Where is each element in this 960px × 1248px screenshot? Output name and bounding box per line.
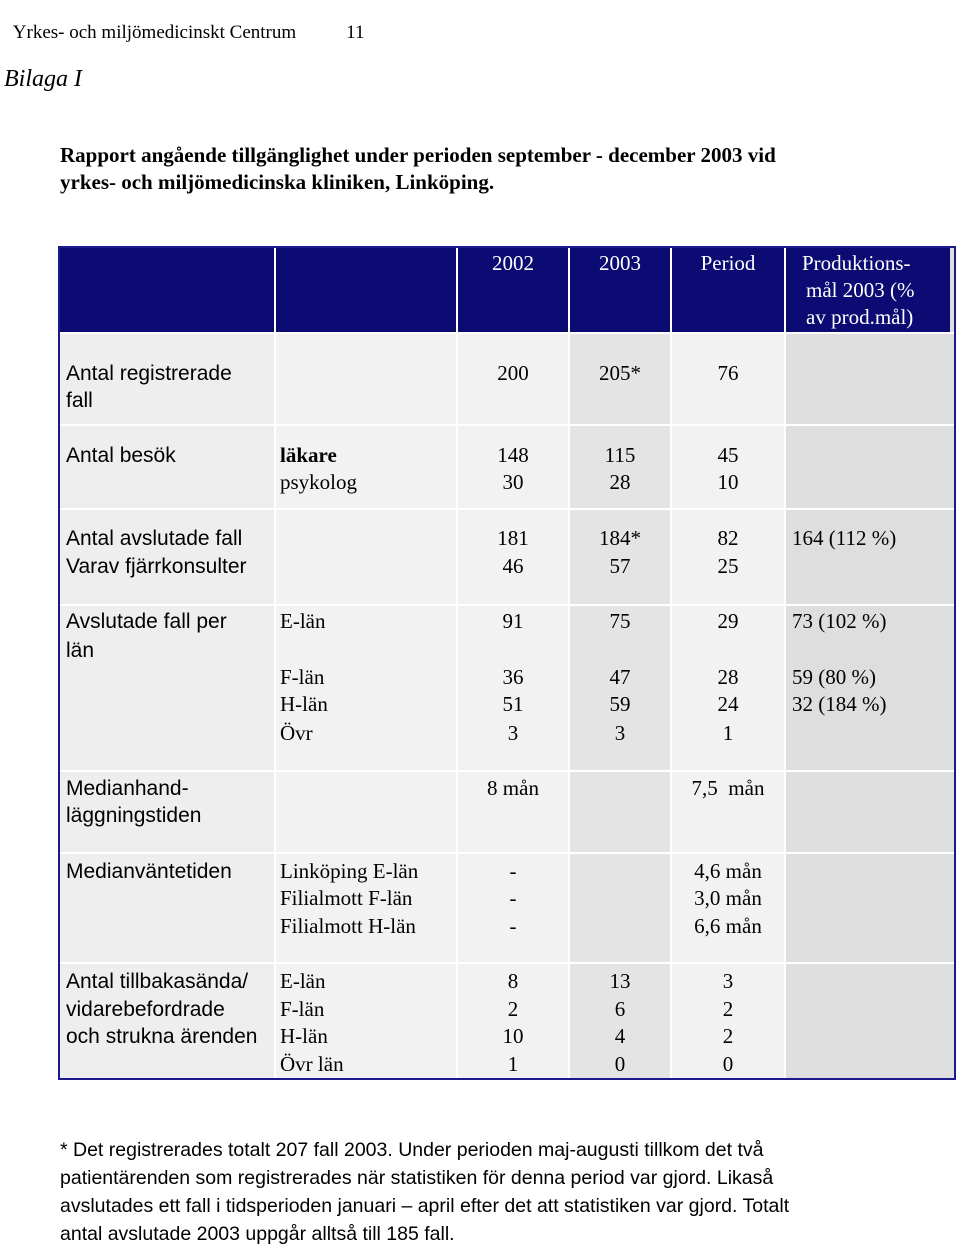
row-closed-label-1: Antal avslutade fall [66,527,243,550]
county-2002-other: 3 [507,721,519,745]
report-title-line1: Rapport angående tillgänglighet under perioden september - december 2003 vid [60,143,776,167]
page-number: 11 [346,22,365,43]
row-median-wait-label: Medianväntetiden [66,860,232,883]
median-handling-2002: 8 mån [487,776,539,800]
row-county-label-2: län [66,639,95,662]
wait-sub-filial-f: Filialmott F-län [280,886,413,910]
footnote-line1: * Det registrerades totalt 207 fall 2003. Under perioden maj-augusti tillkom det två [60,1139,764,1161]
grid-vline [274,248,276,1078]
county-sub-e: E-län [280,609,326,633]
footnote [60,1136,940,1248]
county-2002-f: 36 [502,665,524,689]
report-title-line2: yrkes- och miljömedicinska kliniken, Linköping. [60,170,495,194]
returned-2002-h: 10 [502,1024,524,1048]
visits-sub-doctor: läkare [280,443,337,467]
report-title [60,142,940,196]
wait-period-1: 4,6 mån [694,859,762,883]
registered-2003: 205* [599,361,641,385]
returned-2003-f: 6 [614,997,626,1021]
median-handling-period: 7,5 mån [691,776,765,800]
county-period-f: 28 [717,665,739,689]
wait-sub-filial-h: Filialmott H-län [280,914,416,938]
grid-hline [60,604,954,606]
county-2003-f: 47 [609,665,631,689]
visits-2002-1: 148 [497,443,529,467]
visits-2003-2: 28 [609,470,631,494]
county-sub-f: F-län [280,665,325,689]
county-goal-e: 73 (102 %) [792,609,887,633]
returned-sub-h: H-län [280,1024,328,1048]
returned-2002-e: 8 [507,969,519,993]
header-2003: 2003 [599,251,641,275]
county-2003-e: 75 [609,609,631,633]
footnote-line2: patientärenden som registrerades när statistiken för denna period var gjord. Likaså [60,1167,774,1189]
county-goal-h: 32 (184 %) [792,692,887,716]
county-2003-h: 59 [609,692,631,716]
county-goal-f: 59 (80 %) [792,665,876,689]
grid-vline [784,248,786,1078]
returned-2003-e: 13 [609,969,631,993]
wait-2002-1: - [509,859,517,883]
header-goal-line3: av prod.mål) [806,305,914,329]
row-returned-label-3: och strukna ärenden [66,1025,258,1048]
grid-hline [60,424,954,426]
grid-hline [60,332,954,334]
wait-period-2: 3,0 mån [694,886,762,910]
row-registered-label-2: fall [66,389,93,412]
grid-hline [60,962,954,964]
header-label-cell [60,248,274,332]
returned-sub-e: E-län [280,969,326,993]
header-2002: 2002 [492,251,534,275]
wait-2002-3: - [509,914,517,938]
row-closed-label-2: Varav fjärrkonsulter [66,555,247,578]
returned-2003-other: 0 [614,1052,626,1076]
wait-period-3: 6,6 mån [694,914,762,938]
returned-period-h: 2 [722,1024,734,1048]
header-period: Period [700,251,756,275]
closed-2003-1: 184* [599,526,641,550]
row-registered-label-1: Antal registrerade [66,362,232,385]
appendix-title: Bilaga I [4,66,82,92]
registered-2002: 200 [497,361,529,385]
row-county-label-1: Avslutade fall per [66,610,227,633]
closed-period-1: 82 [717,526,739,550]
closed-2003-2: 57 [609,554,631,578]
returned-2003-h: 4 [614,1024,626,1048]
returned-sub-other: Övr län [280,1052,344,1076]
county-period-other: 1 [722,721,734,745]
county-period-e: 29 [717,609,739,633]
county-2003-other: 3 [614,721,626,745]
wait-2002-2: - [509,886,517,910]
county-2002-e: 91 [502,609,524,633]
returned-sub-f: F-län [280,997,325,1021]
closed-2002-1: 181 [497,526,529,550]
visits-2003-1: 115 [604,443,636,467]
county-period-h: 24 [717,692,739,716]
footnote-line4: antal avslutade 2003 uppgår alltså till 185 fall. [60,1223,455,1245]
county-sub-other: Övr [280,721,313,745]
visits-sub-psychologist: psykolog [280,470,358,494]
visits-period-2: 10 [717,470,739,494]
row-median-handling-label-1: Medianhand- [66,777,189,800]
closed-period-2: 25 [717,554,739,578]
row-returned-label-2: vidarebefordrade [66,998,225,1021]
page-header-org: Yrkes- och miljömedicinskt Centrum [12,22,297,43]
header-sub-cell [276,248,456,332]
returned-period-other: 0 [722,1052,734,1076]
visits-period-1: 45 [717,443,739,467]
returned-period-e: 3 [722,969,734,993]
visits-2002-2: 30 [502,470,524,494]
header-goal-line2: mål 2003 (% [806,278,915,302]
county-2002-h: 51 [502,692,524,716]
closed-goal: 164 (112 %) [792,526,897,550]
grid-hline [60,770,954,772]
grid-hline [60,508,954,510]
county-sub-h: H-län [280,692,328,716]
closed-2002-2: 46 [502,554,524,578]
returned-2002-other: 1 [507,1052,519,1076]
registered-period: 76 [717,361,739,385]
availability-table [58,246,956,1080]
grid-hline [60,852,954,854]
row-median-handling-label-2: läggningstiden [66,804,202,827]
returned-period-f: 2 [722,997,734,1021]
returned-2002-f: 2 [507,997,519,1021]
footnote-line3: avslutades ett fall i tidsperioden januari – april efter det att statistiken var gjord. Totalt [60,1195,790,1217]
header-goal-line1: Produktions- [802,251,911,275]
wait-sub-linkoping: Linköping E-län [280,859,419,883]
row-returned-label-1: Antal tillbakasända/ [66,970,249,993]
page-header [4,0,364,44]
row-visits-label: Antal besök [66,444,176,467]
col-goal-bg [786,248,954,1078]
